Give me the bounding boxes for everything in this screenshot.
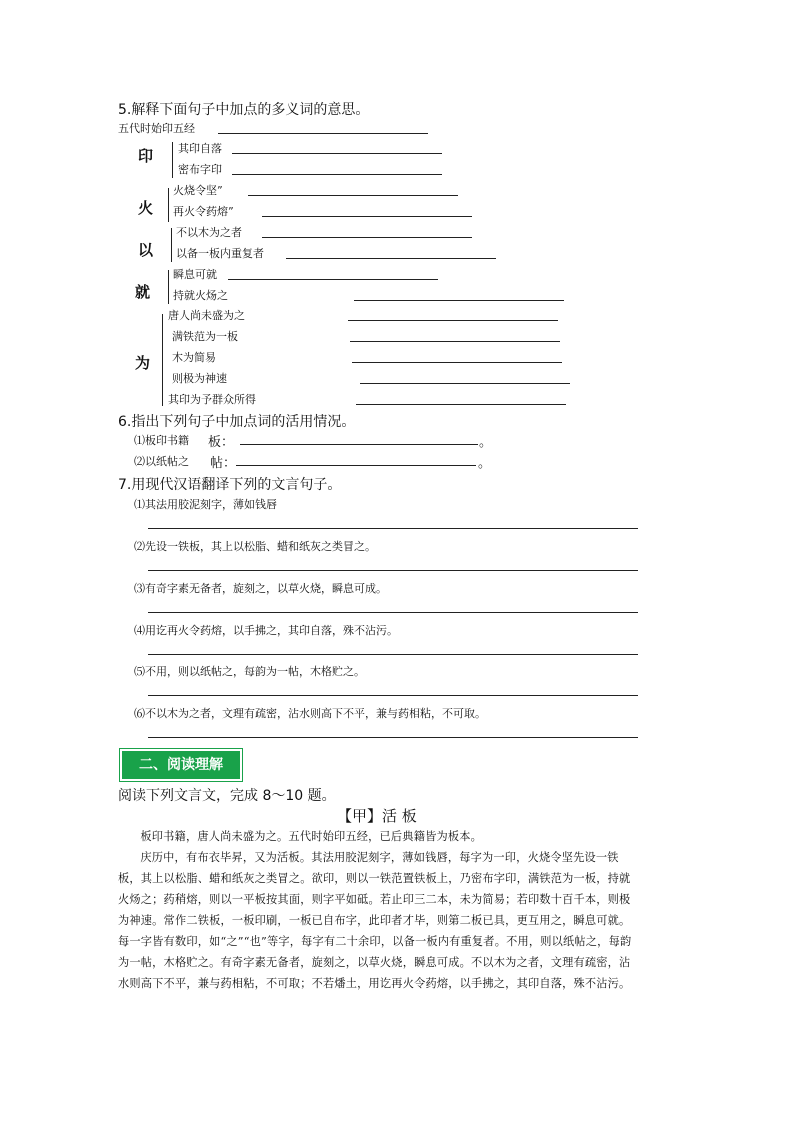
q6-item-word: 板： xyxy=(208,435,235,450)
answer-line[interactable] xyxy=(236,465,476,466)
answer-line[interactable] xyxy=(262,237,472,238)
q5-item: 以备一板内重复者 xyxy=(176,247,264,260)
bracket xyxy=(162,314,163,406)
bracket xyxy=(168,270,169,304)
answer-line[interactable] xyxy=(262,216,472,217)
answer-line[interactable] xyxy=(354,300,564,301)
answer-line[interactable] xyxy=(232,153,442,154)
q5-item: 火烧令坚” xyxy=(173,184,223,197)
answer-line[interactable] xyxy=(240,444,478,445)
answer-line[interactable] xyxy=(228,279,438,280)
passage-title: 【甲】活 板 xyxy=(337,807,417,825)
q5-item: 唐人尚未盛为之 xyxy=(168,309,245,322)
q5-item: 密布字印 xyxy=(178,163,222,176)
bracket xyxy=(172,142,173,178)
q5-item: 则极为神速 xyxy=(172,372,227,385)
q7-item: ⑵先设一铁板，其上以松脂、蜡和纸灰之类冒之。 xyxy=(134,540,376,553)
answer-line[interactable] xyxy=(286,258,496,259)
q6-item-prefix: ⑴板印书籍 xyxy=(134,434,189,447)
q5-word-yi: 以 xyxy=(138,241,154,259)
answer-line[interactable] xyxy=(148,654,638,655)
answer-line[interactable] xyxy=(350,341,560,342)
answer-line[interactable] xyxy=(248,195,458,196)
q7-item: ⑹不以木为之者，文理有疏密，沾水则高下不平，兼与药相粘，不可取。 xyxy=(134,707,486,720)
q5-first-line: 五代时始印五经 xyxy=(118,122,195,135)
passage-paragraph: 庆历中，有布衣毕昇，又为活板。其法用胶泥刻字，薄如钱唇，每字为一印，火烧令坚先设一铁板，其上以松脂、蜡和纸灰之类冒之。欲印，则以一铁范置铁板上，乃密布字印，满铁范为一板，持就火炀之；药稍熔，则以一平板按其面，则字平如砥。若止印三二本，未为简易；若印数十百千本，则极为神速。常作二铁板，一板印刷，一板已自布字，此印者才毕，则第二板已具，更互用之，瞬息可就。每一字皆有数印，如“之”“也”等字，每字有二十余印，以备一板内有重复者。不用，则以纸帖之，每韵为一帖，木格贮之。有奇字素无备者，旋刻之，以草火烧，瞬息可成。不以木为之者，文理有疏密，沾水则高下不平，兼与药相粘，不可取；不若燔土，用讫再火令药熔，以手拂之，其印自落，殊不沾污。 xyxy=(118,851,632,990)
answer-line[interactable] xyxy=(356,404,566,405)
q5-word-yin: 印 xyxy=(138,147,154,165)
answer-line[interactable] xyxy=(148,695,638,696)
answer-line[interactable] xyxy=(360,383,570,384)
q5-item: 其印自落 xyxy=(178,142,222,155)
q5-item: 持就火炀之 xyxy=(173,289,228,302)
answer-line[interactable] xyxy=(148,612,638,613)
bracket xyxy=(171,228,172,262)
section-intro: 阅读下列文言文，完成 8～10 题。 xyxy=(118,788,336,804)
answer-line[interactable] xyxy=(148,570,638,571)
q5-title: 5.解释下面句子中加点的多义词的意思。 xyxy=(118,102,370,118)
answer-line[interactable] xyxy=(232,174,442,175)
q5-word-jiu: 就 xyxy=(135,283,151,301)
q6-title: 6.指出下列句子中加点词的活用情况。 xyxy=(118,414,356,430)
q5-word-wei: 为 xyxy=(135,354,151,372)
answer-line[interactable] xyxy=(148,528,638,529)
q5-item: 瞬息可就 xyxy=(173,268,217,281)
q7-item: ⑴其法用胶泥刻字，薄如钱唇 xyxy=(134,498,277,511)
q6-item-word: 帖： xyxy=(210,456,237,471)
answer-line[interactable] xyxy=(348,320,558,321)
q7-item: ⑷用讫再火令药熔，以手拂之，其印自落，殊不沾污。 xyxy=(134,624,398,637)
q5-item: 木为简易 xyxy=(172,351,216,364)
q5-item: 再火令药熔” xyxy=(173,205,234,218)
q6-item-end: 。 xyxy=(479,435,493,450)
q7-item: ⑶有奇字素无备者，旋刻之，以草火烧，瞬息可成。 xyxy=(134,582,387,595)
q5-item: 不以木为之者 xyxy=(176,226,242,239)
bracket xyxy=(168,188,169,222)
q7-item: ⑸不用，则以纸帖之，每韵为一帖，木格贮之。 xyxy=(134,665,365,678)
q5-item: 满铁范为一板 xyxy=(172,330,238,343)
q5-item: 其印为予群众所得 xyxy=(168,393,256,406)
q6-item-prefix: ⑵以纸帖之 xyxy=(134,455,189,468)
q5-word-huo: 火 xyxy=(138,199,154,217)
answer-line[interactable] xyxy=(352,362,562,363)
answer-line[interactable] xyxy=(148,737,638,738)
passage-paragraph: 板印书籍，唐人尚未盛为之。五代时始印五经，已后典籍皆为板本。 xyxy=(140,830,483,843)
answer-line[interactable] xyxy=(218,133,428,134)
q6-item-end: 。 xyxy=(478,456,492,471)
q7-title: 7.用现代汉语翻译下列的文言句子。 xyxy=(118,477,342,493)
section-badge: 二、阅读理解 xyxy=(120,749,242,781)
